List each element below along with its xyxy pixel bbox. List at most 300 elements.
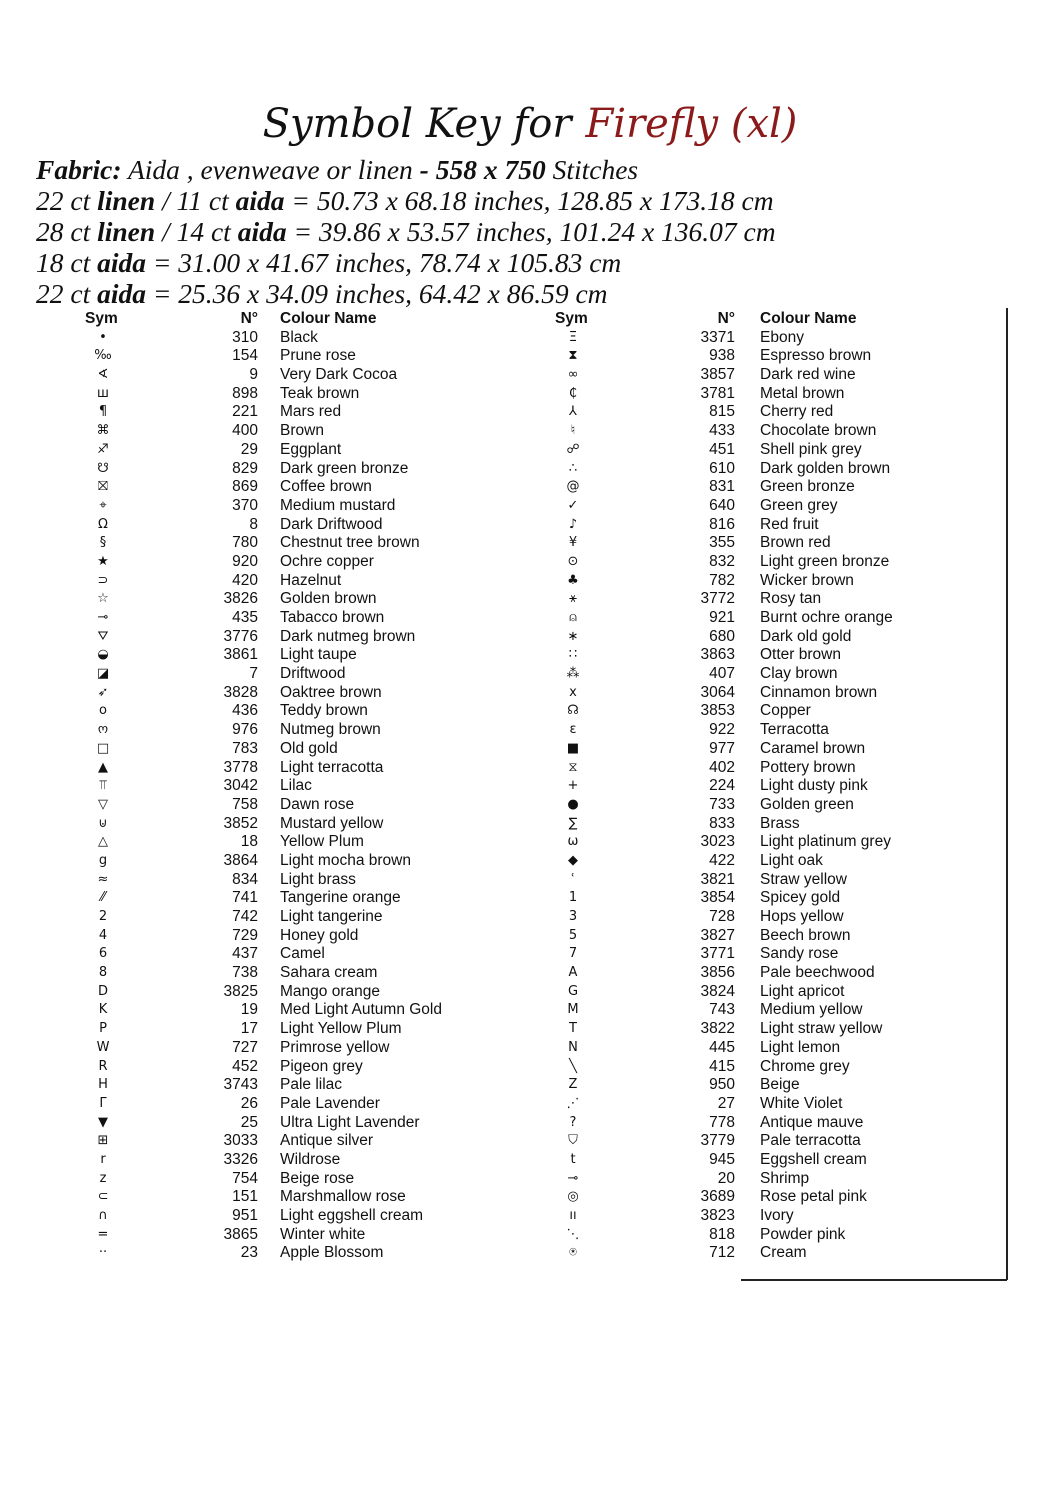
dmc-number: 370: [232, 496, 258, 514]
dmc-number: 310: [232, 328, 258, 346]
dmc-number: 25: [240, 1113, 258, 1131]
stitch-symbol-icon: ⌘: [96, 423, 110, 439]
colour-name: Clay brown: [760, 665, 838, 683]
stitch-symbol-icon: ⫪: [99, 778, 107, 794]
colour-name: Mango orange: [280, 982, 380, 1000]
fabric-linen: linen: [97, 185, 156, 216]
stitch-symbol-icon: 5: [568, 927, 578, 943]
stitch-symbol-icon: ●: [567, 796, 579, 812]
dmc-number: 829: [232, 459, 258, 477]
dmc-number: 3023: [700, 833, 735, 851]
dmc-number: 436: [232, 702, 258, 720]
stitch-symbol-icon: G: [567, 983, 579, 999]
dmc-number: 831: [709, 478, 735, 496]
stitch-symbol-icon: ω: [567, 834, 579, 850]
dmc-number: 758: [232, 795, 258, 813]
colour-name: Spicey gold: [760, 889, 841, 907]
stitch-symbol-icon: ¶: [98, 404, 108, 420]
stitch-symbol-icon: ∢: [97, 367, 109, 383]
stitch-symbol-icon: Z: [568, 1077, 578, 1093]
stitch-symbol-icon: ♮: [570, 423, 576, 439]
dmc-number: 727: [232, 1038, 258, 1056]
colour-name: Shell pink grey: [760, 440, 862, 458]
colour-name: Oaktree brown: [280, 683, 382, 701]
dmc-number: 151: [232, 1188, 258, 1206]
stitch-symbol-icon: □: [96, 740, 110, 756]
colour-name: Antique silver: [280, 1132, 374, 1150]
stitch-symbol-icon: ◎: [567, 1189, 579, 1205]
dmc-number: 922: [709, 721, 735, 739]
dmc-number: 3371: [700, 328, 735, 346]
colour-name: Dark Driftwood: [280, 515, 383, 533]
stitch-symbol-icon: ⍝: [569, 610, 577, 625]
dmc-number: 938: [709, 347, 735, 365]
dmc-number: 3826: [223, 590, 258, 608]
colour-name: Ivory: [760, 1207, 794, 1224]
colour-name: Ultra Light Lavender: [280, 1113, 420, 1131]
colour-name: Red fruit: [760, 515, 819, 533]
stitch-symbol-icon: ♪: [568, 516, 578, 532]
stitches-suffix: Stitches: [545, 154, 639, 185]
colour-name: Light green bronze: [760, 552, 890, 570]
dmc-number: 728: [709, 908, 735, 925]
colour-name: Pale beechwood: [760, 964, 875, 982]
dmc-number: 3822: [700, 1020, 735, 1038]
count: 28 ct: [36, 216, 98, 247]
pattern-name: Firefly (xl): [585, 101, 798, 147]
stitch-symbol-icon: ▼: [98, 1114, 108, 1130]
dimensions: = 31.00 x 41.67 inches, 78.74 x 105.83 cm: [146, 247, 622, 278]
colour-name: Marshmallow rose: [280, 1188, 406, 1206]
dmc-number: 400: [232, 422, 258, 440]
colour-name: Copper: [760, 702, 811, 720]
colour-name: Dark old gold: [760, 627, 852, 645]
dmc-number: 3857: [700, 366, 735, 384]
stitch-symbol-icon: z: [99, 1170, 107, 1186]
dmc-number: 437: [232, 945, 258, 963]
stitch-symbol-icon: ⊙: [567, 553, 579, 569]
stitch-symbol-icon: ¥: [568, 535, 578, 551]
colour-name: Eggplant: [280, 440, 342, 458]
dmc-number: 712: [709, 1244, 735, 1262]
stitch-symbol-icon: ■: [566, 740, 580, 756]
dmc-number: 3825: [223, 982, 258, 1000]
colour-name: Light apricot: [760, 982, 845, 1000]
colour-name: Winter white: [280, 1225, 366, 1243]
stitch-symbol-icon: H: [98, 1077, 108, 1093]
dmc-number: 445: [709, 1038, 735, 1056]
stitch-symbol-icon: ⛛: [97, 628, 109, 644]
colour-name: Pale Lavender: [280, 1094, 380, 1112]
dmc-number: 3776: [223, 627, 258, 645]
dmc-number: 3779: [700, 1132, 735, 1150]
stitch-symbol-icon: ♐: [97, 441, 109, 457]
dmc-number: 3824: [700, 982, 735, 1000]
colour-name: Medium yellow: [760, 1001, 863, 1019]
dmc-number: 3771: [700, 945, 735, 963]
colour-name: Light brass: [280, 870, 356, 888]
colour-name: Dawn rose: [280, 795, 355, 813]
dmc-number: 415: [709, 1057, 735, 1075]
stitch-symbol-icon: N: [568, 1039, 578, 1055]
size-line-22ct-linen: [36, 185, 776, 216]
colour-name: Sahara cream: [280, 964, 378, 982]
colour-name: Prune rose: [280, 347, 356, 365]
stitch-symbol-icon: ⛉: [568, 1133, 578, 1149]
colour-name: Med Light Autumn Gold: [280, 1001, 442, 1019]
colour-name: Green bronze: [760, 478, 855, 496]
dmc-number: 3827: [700, 926, 735, 944]
page-title: [0, 96, 1060, 152]
stitch-symbol-icon: ☍: [566, 441, 580, 457]
colour-name: Golden brown: [280, 590, 377, 608]
dmc-number: 3042: [223, 777, 258, 795]
colour-name: Dark golden brown: [760, 459, 891, 477]
dmc-number: 3853: [700, 702, 735, 720]
stitch-symbol-icon: ⌖: [99, 497, 107, 513]
count: / 11 ct: [155, 185, 236, 216]
stitch-symbol-icon: 4: [98, 927, 108, 943]
stitch-symbol-icon: ◆: [568, 852, 578, 868]
dmc-number: 3828: [223, 683, 258, 701]
colour-name: Mars red: [280, 403, 342, 421]
colour-name: Beech brown: [760, 926, 851, 944]
stitch-symbol-icon: +: [567, 778, 579, 794]
title-prefix: Symbol Key for: [262, 101, 572, 147]
dmc-number: 733: [709, 795, 735, 813]
stitch-symbol-icon: ☆: [97, 591, 109, 607]
dmc-number: 898: [232, 384, 258, 402]
stitch-symbol-icon: ∷: [568, 647, 578, 663]
colour-name: Dark nutmeg brown: [280, 627, 416, 645]
stitch-symbol-icon: ⊃: [97, 572, 109, 588]
colour-name: Rosy tan: [760, 590, 822, 608]
count: 18 ct: [36, 247, 98, 278]
stitch-symbol-icon: ⅄: [569, 404, 577, 420]
dmc-number: 154: [232, 347, 258, 365]
stitch-symbol-icon: Ω: [98, 516, 108, 532]
stitch-count: 558 x 750: [435, 154, 546, 185]
colour-name: Brown: [280, 422, 324, 440]
stitch-symbol-icon: ?: [569, 1114, 577, 1130]
dmc-number: 832: [709, 552, 735, 570]
stitch-symbol-icon: ⊸: [97, 610, 109, 625]
colour-name: Chestnut tree brown: [280, 534, 420, 552]
dmc-number: 816: [709, 515, 735, 533]
stitch-symbol-icon: ▽: [98, 796, 108, 812]
colour-name: Eggshell cream: [760, 1150, 867, 1168]
stitch-symbol-icon: ◪: [96, 666, 110, 682]
dmc-number: 3064: [700, 683, 735, 701]
colour-name: Light taupe: [280, 646, 357, 664]
header-number: N°: [240, 310, 258, 327]
colour-name: Wicker brown: [760, 571, 854, 589]
colour-name: Lilac: [280, 777, 312, 795]
stitch-symbol-icon: ⚹: [569, 591, 577, 607]
dmc-number: 783: [232, 739, 258, 757]
stitch-symbol-icon: ო: [97, 722, 109, 738]
dmc-number: 778: [709, 1113, 735, 1131]
dmc-number: 945: [709, 1150, 735, 1168]
colour-name: Golden green: [760, 795, 854, 813]
dimensions: = 25.36 x 34.09 inches, 64.42 x 86.59 cm: [146, 278, 608, 309]
colour-name: Dark red wine: [760, 366, 856, 384]
dmc-number: 8: [249, 515, 258, 533]
colour-name: Pottery brown: [760, 758, 856, 776]
stitch-symbol-icon: Γ: [99, 1095, 107, 1111]
header-sym: Sym: [85, 310, 118, 327]
colour-name: Hazelnut: [280, 571, 342, 589]
stitch-symbol-icon: 3: [568, 909, 578, 924]
dmc-number: 3863: [700, 646, 735, 664]
stitch-symbol-icon: ʿ: [571, 871, 575, 887]
colour-name: Burnt ochre orange: [760, 609, 893, 626]
colour-name: Driftwood: [280, 665, 346, 683]
colour-name: Black: [280, 328, 318, 346]
stitch-symbol-icon: 1: [568, 890, 578, 906]
header-number: N°: [717, 310, 735, 327]
colour-name: Cream: [760, 1244, 807, 1262]
dmc-number: 833: [709, 814, 735, 832]
dmc-number: 452: [232, 1057, 258, 1075]
fabric-aida: aida: [97, 278, 146, 309]
dmc-number: 977: [709, 739, 735, 757]
colour-name: Light straw yellow: [760, 1020, 883, 1038]
stitch-symbol-icon: ⊞: [97, 1133, 109, 1149]
stitch-symbol-icon: D: [97, 983, 108, 999]
fabric-aida: aida: [237, 216, 287, 247]
header-colour-name: Colour Name: [760, 310, 857, 327]
dmc-number: 3689: [700, 1188, 735, 1206]
dmc-number: 435: [232, 609, 258, 626]
header-sym: Sym: [555, 310, 588, 327]
colour-name: Rose petal pink: [760, 1188, 867, 1206]
dmc-number: 17: [240, 1020, 258, 1038]
stitch-symbol-icon: ∞: [567, 367, 579, 383]
dmc-number: 23: [240, 1244, 258, 1262]
stitch-symbol-icon: ⧖: [568, 759, 578, 775]
colour-name: Cherry red: [760, 403, 834, 421]
fabric-label: Fabric:: [36, 154, 122, 185]
colour-name: Chocolate brown: [760, 422, 877, 440]
dmc-number: 3781: [700, 384, 735, 402]
dmc-number: 224: [709, 777, 735, 795]
colour-name: Nutmeg brown: [280, 721, 381, 739]
dmc-number: 221: [232, 403, 258, 421]
dmc-number: 742: [232, 908, 258, 925]
dmc-number: 26: [240, 1094, 258, 1112]
dmc-number: 3033: [223, 1132, 258, 1150]
stitch-symbol-icon: ⊍: [98, 815, 108, 831]
stitch-symbol-icon: 7: [568, 946, 578, 962]
colour-name: Medium mustard: [280, 496, 396, 514]
colour-name: Tabacco brown: [280, 609, 385, 626]
dmc-number: 921: [709, 609, 735, 626]
dmc-number: 3743: [223, 1076, 258, 1094]
colour-name: Light platinum grey: [760, 833, 891, 851]
stitch-symbol-icon: g: [98, 852, 108, 868]
dmc-number: 3865: [223, 1225, 258, 1243]
dmc-number: 420: [232, 571, 258, 589]
stitch-symbol-icon: r: [100, 1151, 106, 1167]
colour-name: Teak brown: [280, 384, 360, 402]
colour-name: Shrimp: [760, 1169, 810, 1187]
colour-name: Metal brown: [760, 384, 845, 402]
colour-name: Light lemon: [760, 1038, 841, 1056]
dmc-number: 9: [249, 366, 258, 384]
stitch-symbol-icon: △: [98, 834, 108, 850]
fabric-line: [36, 154, 776, 185]
dmc-number: 3823: [700, 1207, 735, 1224]
colour-name: Terracotta: [760, 721, 829, 739]
stitch-symbol-icon: ⋱: [566, 1226, 580, 1242]
colour-name: Green grey: [760, 496, 838, 514]
stitch-symbol-icon: ε: [569, 722, 577, 738]
dmc-number: 610: [709, 459, 735, 477]
colour-name: Light Yellow Plum: [280, 1020, 402, 1038]
colour-name: Apple Blossom: [280, 1244, 384, 1262]
dimensions: = 39.86 x 53.57 inches, 101.24 x 136.07 cm: [286, 216, 776, 247]
stitch-symbol-icon: ∗: [567, 628, 579, 644]
colour-name: Powder pink: [760, 1225, 846, 1243]
stitch-symbol-icon: K: [98, 1002, 108, 1018]
stitch-symbol-icon: 2: [98, 909, 108, 924]
colour-name: Chrome grey: [760, 1057, 850, 1075]
colour-name: Light eggshell cream: [280, 1207, 424, 1224]
dmc-number: 834: [232, 870, 258, 888]
dmc-number: 3856: [700, 964, 735, 982]
dmc-number: 951: [232, 1207, 258, 1224]
dmc-number: 815: [709, 403, 735, 421]
dmc-number: 20: [717, 1169, 735, 1187]
stitch-symbol-icon: •: [99, 329, 107, 345]
colour-name: Mustard yellow: [280, 814, 384, 832]
colour-name: Straw yellow: [760, 870, 847, 888]
colour-name: Very Dark Cocoa: [280, 366, 398, 384]
stitch-symbol-icon: ⁄⁄: [100, 890, 106, 906]
colour-name: Sandy rose: [760, 945, 839, 963]
dmc-number: 19: [240, 1001, 258, 1019]
stitch-symbol-icon: ☊: [567, 703, 579, 719]
colour-name: Ebony: [760, 328, 804, 346]
fabric-info: [36, 154, 776, 309]
colour-name: Cinnamon brown: [760, 683, 878, 701]
dmc-number: 782: [709, 571, 735, 589]
stitch-symbol-icon: =: [97, 1226, 109, 1242]
dmc-number: 451: [709, 440, 735, 458]
colour-name: Otter brown: [760, 646, 841, 664]
stitch-symbol-icon: ♣: [567, 572, 579, 588]
dmc-number: 729: [232, 926, 258, 944]
colour-name: Wildrose: [280, 1150, 341, 1168]
colour-name: Honey gold: [280, 926, 359, 944]
dmc-number: 3864: [223, 851, 258, 869]
dmc-number: 27: [717, 1094, 735, 1112]
stitch-symbol-icon: 8: [98, 965, 108, 981]
colour-name: Light tangerine: [280, 908, 383, 925]
colour-name: Light mocha brown: [280, 851, 411, 869]
stitch-symbol-icon: A: [568, 965, 578, 981]
dmc-number: 3772: [700, 590, 735, 608]
colour-name: Dark green bronze: [280, 459, 409, 477]
colour-name: Ochre copper: [280, 552, 374, 570]
dmc-number: 869: [232, 478, 258, 496]
stitch-symbol-icon: Ξ: [568, 329, 578, 345]
size-line-28ct-linen: [36, 216, 776, 247]
colour-name: Coffee brown: [280, 478, 372, 496]
dmc-number: 422: [709, 851, 735, 869]
stitch-symbol-icon: ✓: [567, 497, 579, 513]
dmc-number: 29: [240, 440, 258, 458]
colour-name: Pale lilac: [280, 1076, 343, 1094]
dmc-number: 738: [232, 964, 258, 982]
stitch-symbol-icon: ∩: [98, 1208, 108, 1223]
dmc-number: 640: [709, 496, 735, 514]
stitch-symbol-icon: P: [99, 1021, 107, 1037]
colour-name: Light oak: [760, 851, 823, 869]
stitch-symbol-icon: ≈: [97, 871, 109, 887]
colour-name: Caramel brown: [760, 739, 866, 757]
stitch-symbol-icon: 6: [98, 946, 108, 962]
dash: -: [419, 154, 436, 185]
stitch-symbol-icon: ⊸: [567, 1170, 579, 1186]
stitch-symbol-icon: ∴: [568, 460, 578, 476]
dmc-number: 433: [709, 422, 735, 440]
colour-name: Beige: [760, 1076, 800, 1094]
stitch-symbol-icon: x: [569, 684, 577, 700]
stitch-symbol-icon: ╲: [569, 1058, 577, 1074]
colour-name: Pale terracotta: [760, 1132, 861, 1150]
stitch-symbol-icon: ··: [98, 1245, 108, 1261]
stitch-symbol-icon: W: [96, 1039, 110, 1055]
dmc-number: 680: [709, 627, 735, 645]
stitch-symbol-icon: ıı: [569, 1208, 577, 1223]
colour-name: Hops yellow: [760, 908, 844, 925]
stitch-symbol-icon: o: [99, 703, 107, 719]
dmc-number: 920: [232, 552, 258, 570]
stitch-symbol-icon: ш: [97, 385, 109, 401]
stitch-symbol-icon: ⍟: [569, 1245, 577, 1261]
dmc-number: 741: [232, 889, 258, 907]
stitch-symbol-icon: ⊂: [97, 1189, 109, 1205]
count: 22 ct: [36, 185, 98, 216]
colour-name: Tangerine orange: [280, 889, 401, 907]
colour-name: Brass: [760, 814, 800, 832]
dmc-number: 3861: [223, 646, 258, 664]
stitch-symbol-icon: t: [570, 1151, 576, 1167]
colour-name: Light terracotta: [280, 758, 384, 776]
colour-name: Antique mauve: [760, 1113, 864, 1131]
colour-name: White Violet: [760, 1094, 843, 1112]
colour-name: Light dusty pink: [760, 777, 868, 795]
colour-name: Teddy brown: [280, 702, 368, 720]
colour-name: Pigeon grey: [280, 1057, 363, 1075]
stitch-symbol-icon: ⋰: [566, 1095, 580, 1111]
table-border-bottom: [741, 1279, 1007, 1281]
count: / 14 ct: [155, 216, 238, 247]
stitch-symbol-icon: ‰: [94, 348, 112, 364]
dmc-number: 780: [232, 534, 258, 552]
dmc-number: 743: [709, 1001, 735, 1019]
stitch-symbol-icon: ◒: [97, 647, 109, 663]
colour-name: Beige rose: [280, 1169, 355, 1187]
stitch-symbol-icon: ⛝: [98, 479, 108, 495]
stitch-symbol-icon: ★: [97, 553, 109, 569]
count: 22 ct: [36, 278, 98, 309]
dmc-number: 355: [709, 534, 735, 552]
size-line-18ct-aida: [36, 247, 776, 278]
stitch-symbol-icon: @: [566, 479, 580, 495]
